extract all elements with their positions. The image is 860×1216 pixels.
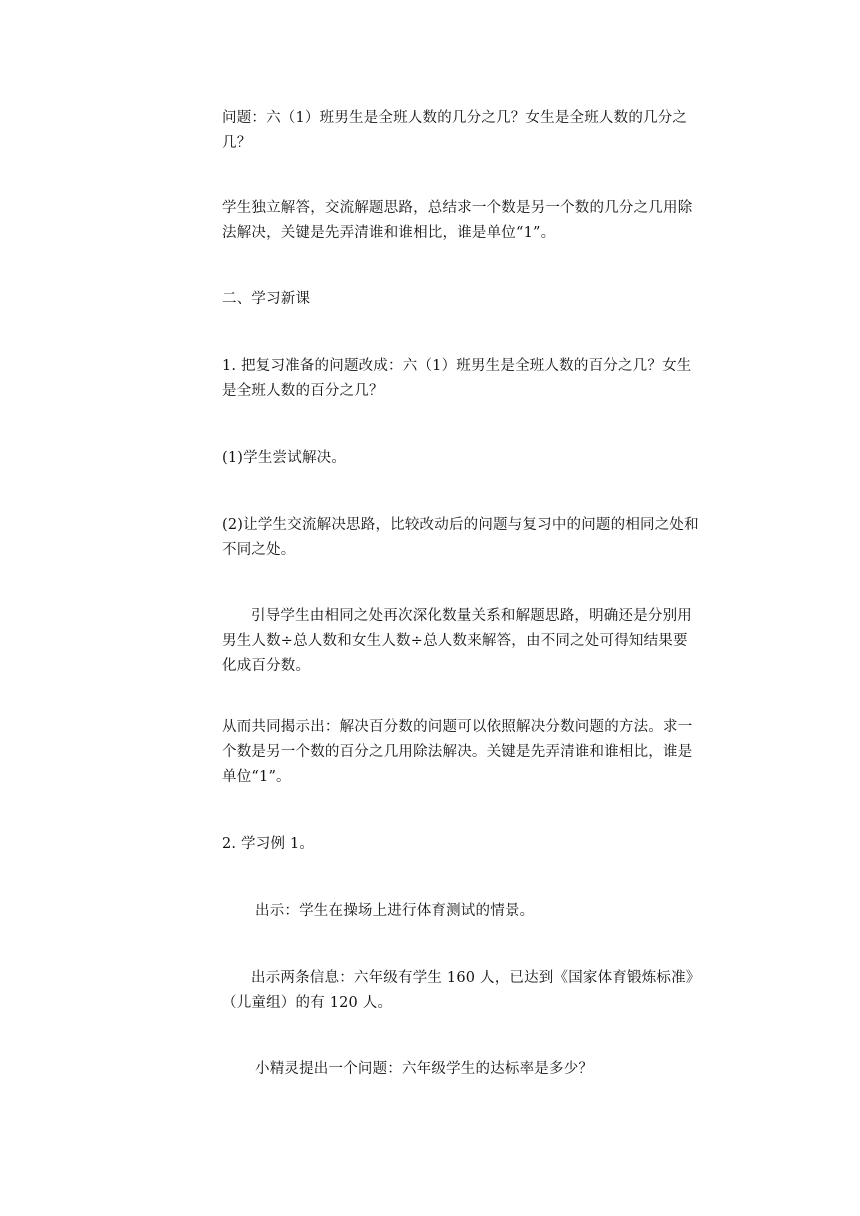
substep-1-paragraph: (1)学生尝试解决。 <box>222 450 347 466</box>
question-prompt-paragraph: 小精灵提出一个问题：六年级学生的达标率是多少？ <box>255 1061 594 1077</box>
show-scene-paragraph: 出示：学生在操场上进行体育测试的情景。 <box>255 903 535 919</box>
question-paragraph: 问题：六（1）班男生是全班人数的几分之几？女生是全班人数的几分之几？ <box>222 110 688 151</box>
step-2-paragraph: 2. 学习例 1。 <box>222 836 315 852</box>
conclusion-paragraph: 从而共同揭示出：解决百分数的问题可以依照解决分数问题的方法。求一个数是另一个数的百分之几用除法解决。关键是先弄清谁和谁相比，谁是单位“1”。 <box>222 719 693 785</box>
step-1-paragraph: 1. 把复习准备的问题改成：六（1）班男生是全班人数的百分之几？女生是全班人数的百分之几？ <box>222 358 692 399</box>
substep-2-paragraph: (2)让学生交流解决思路，比较改动后的问题与复习中的问题的相同之处和不同之处。 <box>222 517 699 558</box>
section-heading: 二、学习新课 <box>222 291 311 307</box>
review-summary-paragraph: 学生独立解答，交流解题思路，总结求一个数是另一个数的几分之几用除法解决，关键是先弄清谁和谁相比，谁是单位“1”。 <box>222 200 693 241</box>
guidance-paragraph: 引导学生由相同之处再次深化数量关系和解题思路，明确还是分别用男生人数÷总人数和女生人数÷总人数来解答，由不同之处可得知结果要化成百分数。 <box>222 608 692 674</box>
show-info-paragraph: 出示两条信息：六年级有学生 160 人，已达到《国家体育锻炼标准》（儿童组）的有 120 人。 <box>222 970 701 1011</box>
